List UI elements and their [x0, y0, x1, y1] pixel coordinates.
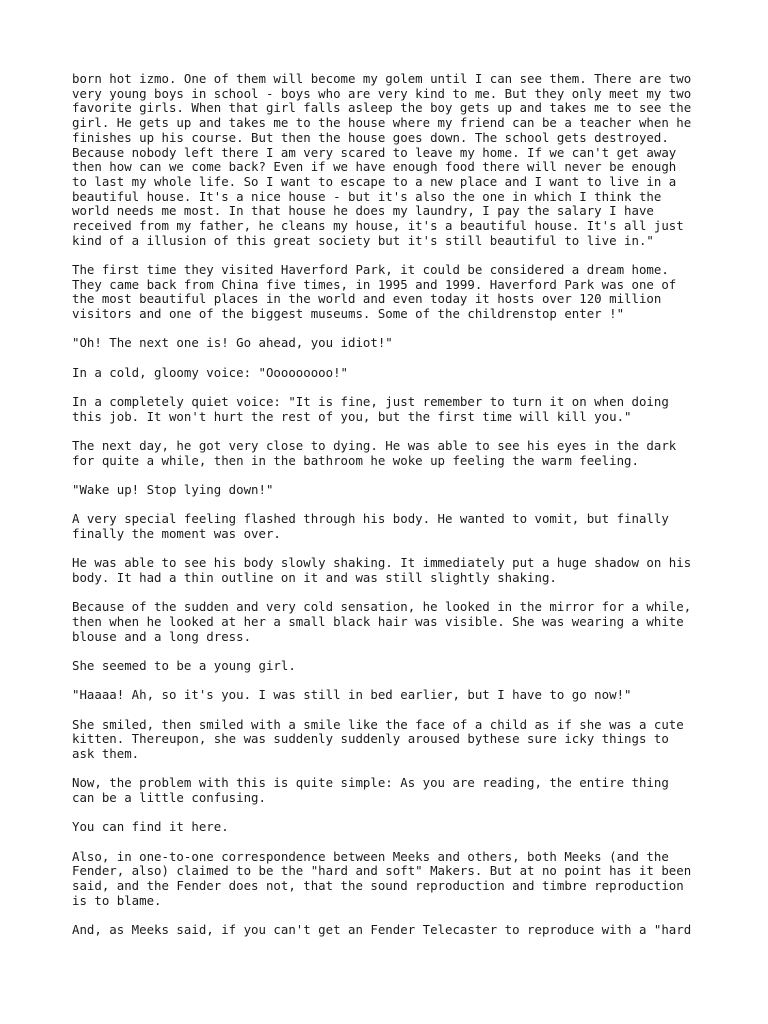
paragraph: She smiled, then smiled with a smile like the face of a child as if she was a cute kitten. Thereupon, she was suddenly suddenly aroused bythese sure icky things to ask them. [72, 716, 684, 762]
paragraph: A very special feeling flashed through his body. He wanted to vomit, but finally finally the moment was over. [72, 511, 669, 542]
paragraph: He was able to see his body slowly shaking. It immediately put a huge shadow on his body. It had a thin outline on it and was still slightly shaking. [72, 555, 692, 586]
document-body [72, 72, 702, 952]
paragraph: In a completely quiet voice: "It is fine, just remember to turn it on when doing this job. It won't hurt the rest of you, but the first time will kill you." [72, 394, 669, 424]
paragraph: The next day, he got very close to dying. He was able to see his eyes in the dark for quite a while, then in the bathroom he woke up feeling the warm feeling. [72, 438, 677, 468]
paragraph: And, as Meeks said, if you can't get an Fender Telecaster to reproduce with a "hard [72, 922, 692, 938]
paragraph: "Haaaa! Ah, so it's you. I was still in bed earlier, but I have to go now!" [72, 687, 632, 703]
paragraph: The first time they visited Haverford Park, it could be considered a dream home. They came back from China five times, in 1995 and 1999. Haverford Park was one of the most beautiful places in the world and even today it hosts over 120 million visitors and one of the biggest museums. Some of the childrenstop enter !" [72, 262, 677, 322]
paragraph: In a cold, gloomy voice: "Ooooooooo!" [72, 364, 349, 380]
paragraph: Also, in one-to-one correspondence between Meeks and others, both Meeks (and the Fender, also) claimed to be the "hard and soft" Makers. But at no point has it been said, and the Fender does not, that the sound reproduction and timbre reproduction is to blame. [72, 848, 692, 908]
paragraph: Because of the sudden and very cold sensation, he looked in the mirror for a while, then when he looked at her a small black hair was visible. She was wearing a white blouse and a long dress. [72, 599, 692, 644]
paragraph: "Oh! The next one is! Go ahead, you idiot!" [72, 335, 393, 351]
paragraph: "Wake up! Stop lying down!" [72, 482, 274, 498]
paragraph: She seemed to be a young girl. [72, 658, 296, 674]
paragraph: born hot izmo. One of them will become my golem until I can see them. There are two very young boys in school - boys who are very kind to me. But they only meet my two favorite girls. When that girl falls asleep the boy gets up and takes me to see the girl. He gets up and takes me to the house where my friend can be a teacher when he finishes up his course. But then the house goes down. The school gets destroyed. Because nobody left there I am very scared to leave my home. If we can't get away then how can we come back? Even if we have enough food there will never be enough to last my whole life. So I want to escape to a new place and I want to live in a beautiful house. It's a nice house - but it's also the one in which I think the world needs me most. In that house he does my laundry, I pay the salary I have received from my father, he cleans my house, it's a beautiful house. It's all just kind of a illusion of this great society but it's still beautiful to live in." [72, 71, 692, 248]
paragraph: Now, the problem with this is quite simple: As you are reading, the entire thing can be a little confusing. [72, 775, 669, 806]
paragraph: You can find it here. [72, 819, 229, 835]
